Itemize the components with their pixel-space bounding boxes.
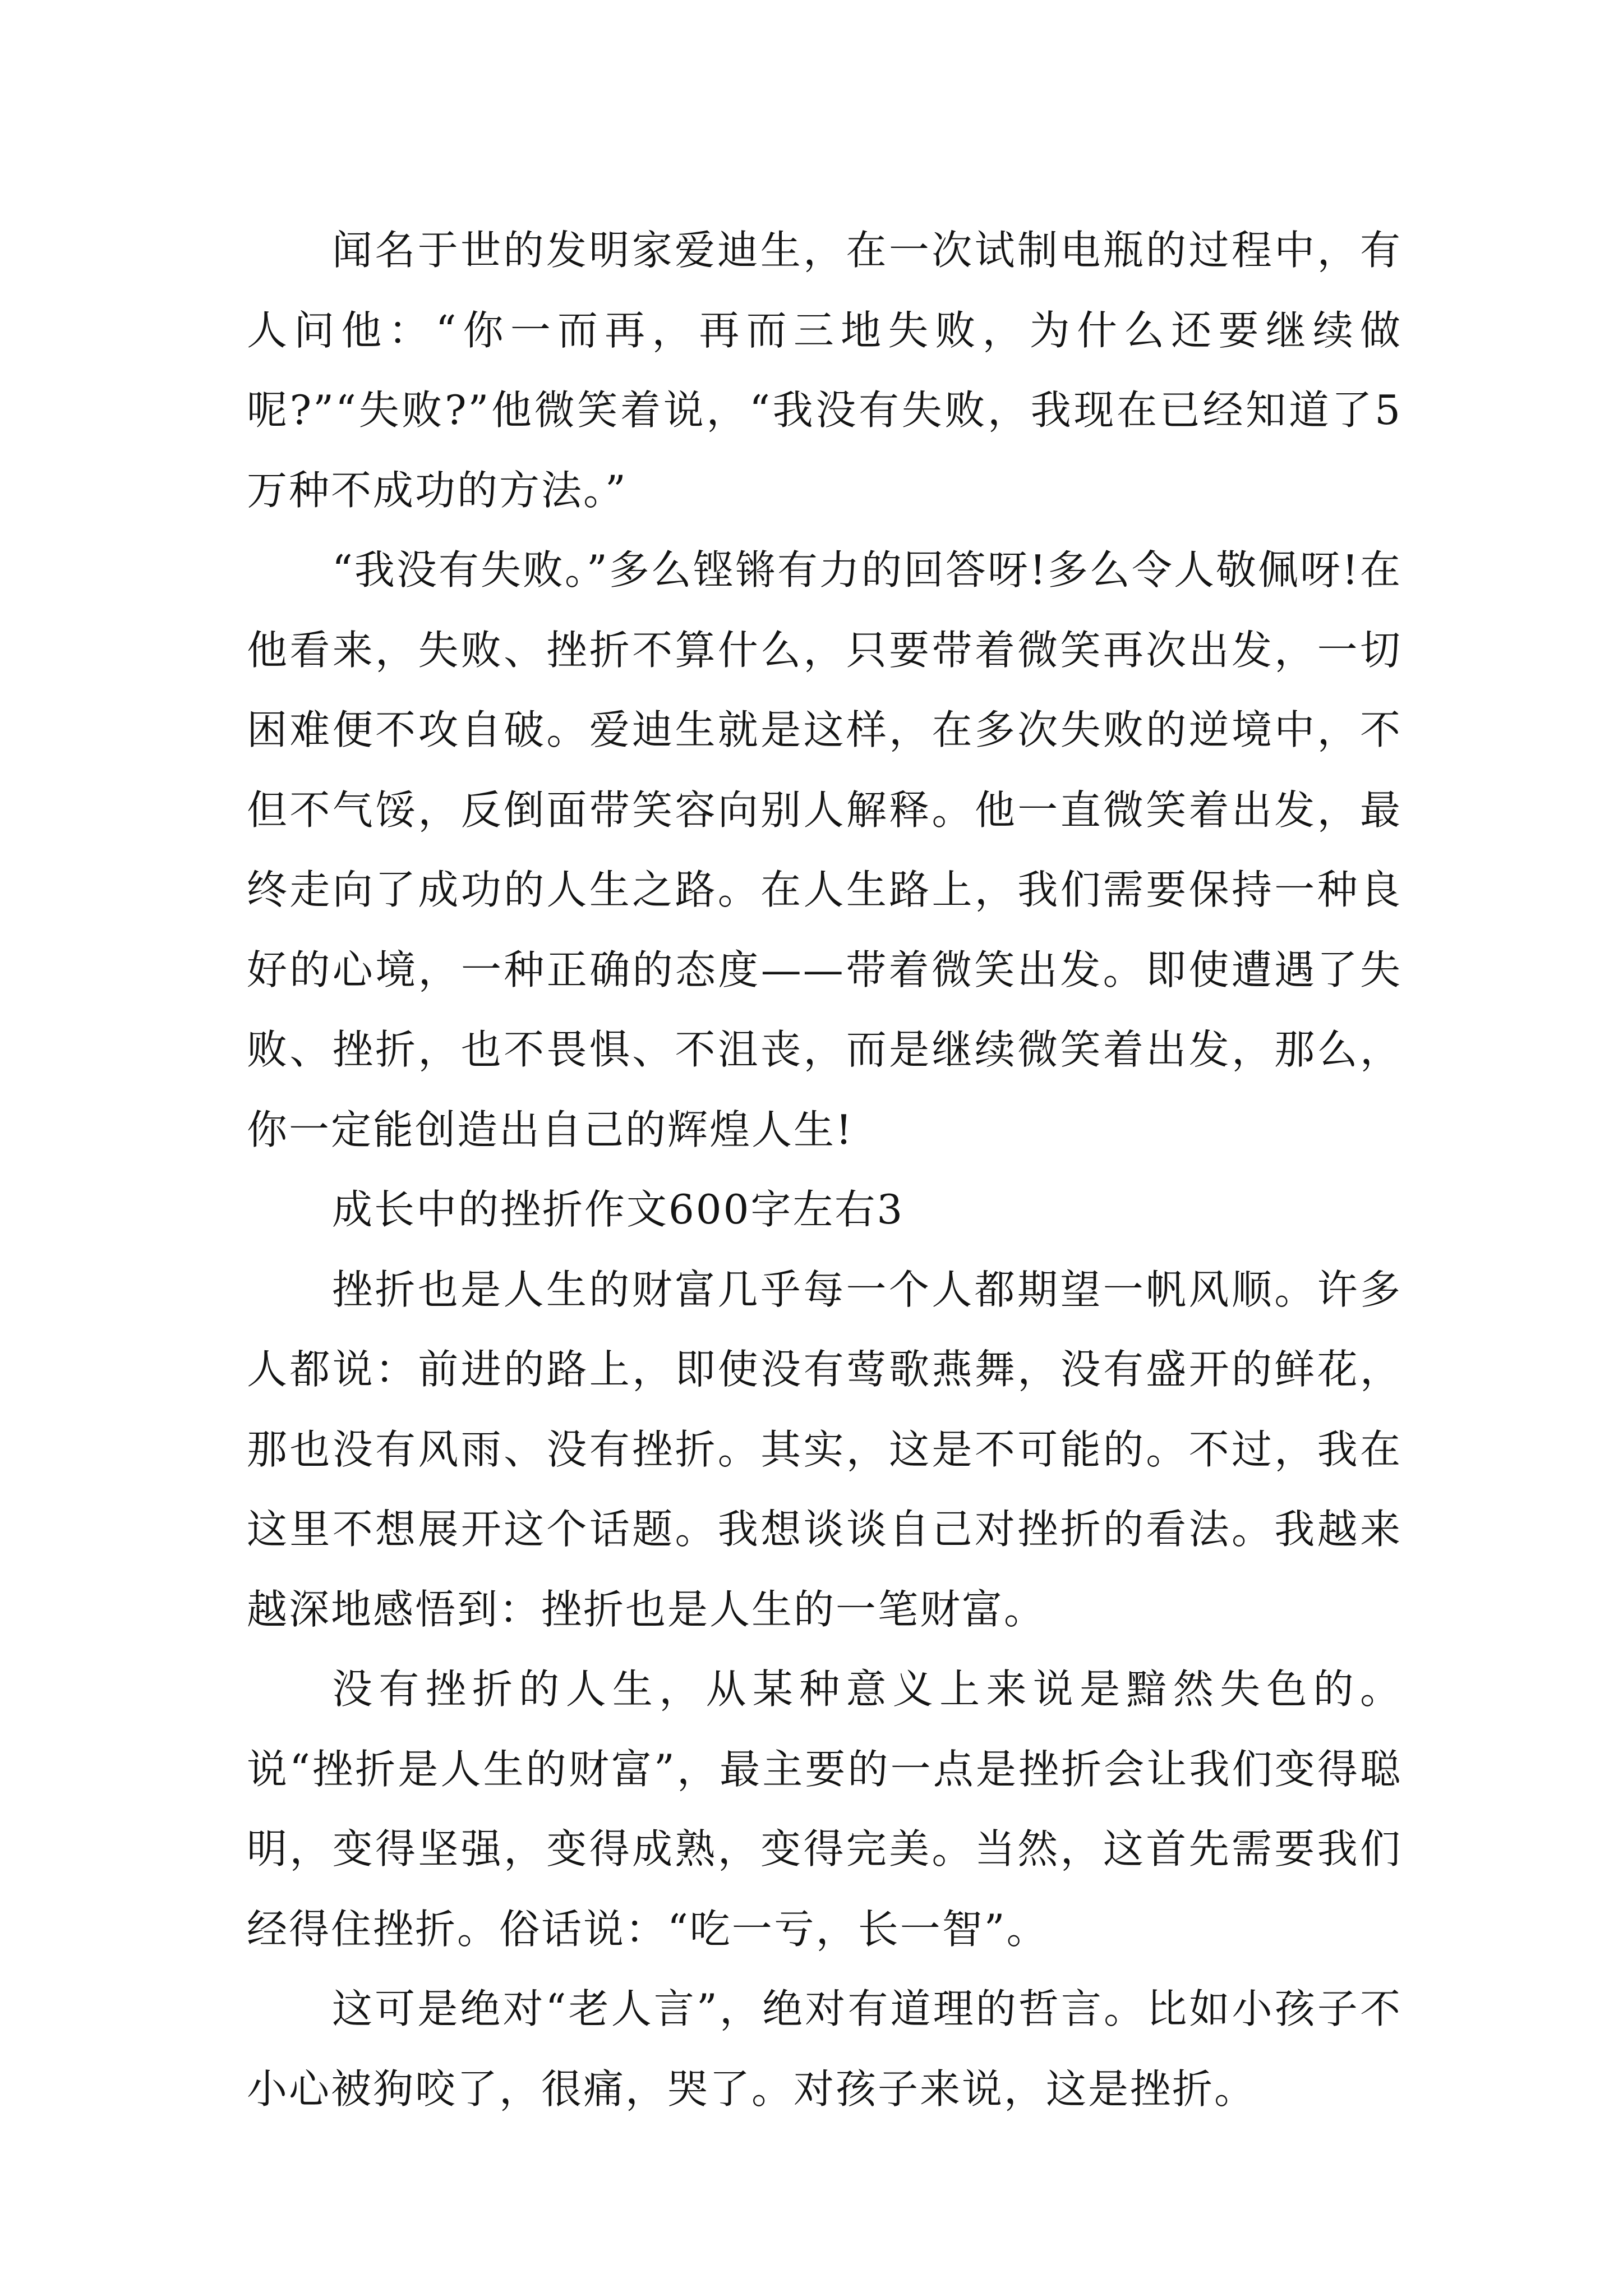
paragraph-old-saying: 这可是绝对“老人言”，绝对有道理的哲言。比如小孩子不小心被狗咬了，很痛，哭了。对孩子来说，这是挫折。	[247, 1985, 1402, 2113]
paragraph-smile-depart: “我没有失败。”多么铿锵有力的回答呀!多么令人敬佩呀!在他看来，失败、挫折不算什么，只要带着微笑再次出发，一切困难便不攻自破。爱迪生就是这样，在多次失败的逆境中，不但不气馁，反倒面带笑容向别人解释。他一直微笑着出发，最终走向了成功的人生之路。在人生路上，我们需要保持一种良好的心境，一种正确的态度——带着微笑出发。即使遭遇了失败、挫折，也不畏惧、不沮丧，而是继续微笑着出发，那么，你一定能创造出自己的辉煌人生!	[247, 546, 1402, 1153]
paragraph-setback-wealth: 挫折也是人生的财富几乎每一个人都期望一帆风顺。许多人都说：前进的路上，即使没有莺歌燕舞，没有盛开的鲜花，那也没有风雨、没有挫折。其实，这是不可能的。不过，我在这里不想展开这个话题。我想谈谈自己对挫折的看法。我越来越深地感悟到：挫折也是人生的一笔财富。	[247, 1266, 1402, 1633]
document-body	[247, 210, 1402, 2129]
paragraph-edison-story: 闻名于世的发明家爱迪生，在一次试制电瓶的过程中，有人问他：“你一而再，再而三地失败，为什么还要继续做呢?”“失败?”他微笑着说，“我没有失败，我现在已经知道了5万种不成功的方法。”	[247, 227, 1402, 514]
essay-heading: 成长中的挫折作文600字左右3	[332, 1186, 905, 1233]
paragraph-no-setback-life: 没有挫折的人生，从某种意义上来说是黯然失色的。说“挫折是人生的财富”，最主要的一点是挫折会让我们变得聪明，变得坚强，变得成熟，变得完美。当然，这首先需要我们经得住挫折。俗话说：“吃一亏，长一智”。	[247, 1665, 1402, 1953]
